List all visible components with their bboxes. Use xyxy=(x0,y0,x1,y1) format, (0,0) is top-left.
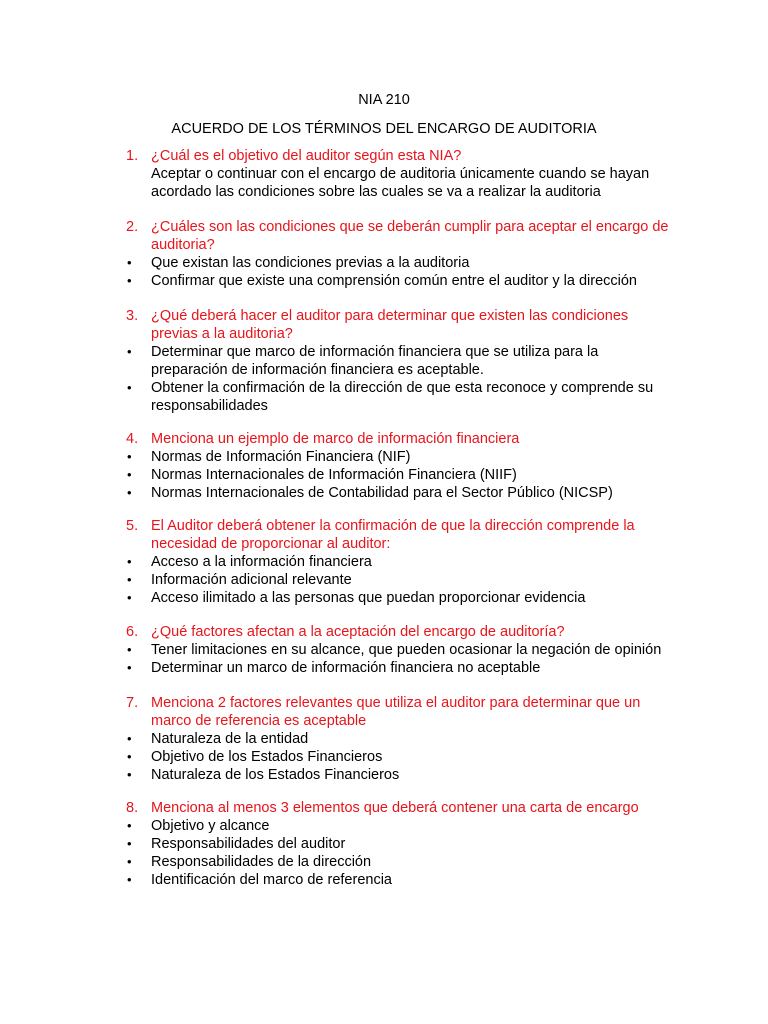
bullet-item: • Responsabilidades del auditor xyxy=(127,836,346,852)
question-number: 6. xyxy=(126,624,139,640)
bullet-icon: • xyxy=(127,642,132,657)
bullet-icon: • xyxy=(127,854,132,869)
bullet-icon: • xyxy=(127,872,132,887)
bullet-item: • Normas de Información Financiera (NIF) xyxy=(127,449,411,465)
question-text: Menciona 2 factores relevantes que utiliza el auditor para determinar que un marco de referencia es aceptable xyxy=(151,695,641,729)
question-text: ¿Qué deberá hacer el auditor para determinar que existen las condiciones previas a la auditoria? xyxy=(151,308,629,342)
question-item-8 xyxy=(0,799,768,889)
question-number: 3. xyxy=(126,308,139,324)
question-number: 5. xyxy=(126,518,139,534)
bullet-icon: • xyxy=(127,590,132,605)
bullet-icon: • xyxy=(127,255,132,270)
question-number: 1. xyxy=(126,148,139,164)
bullet-icon: • xyxy=(127,485,132,500)
question-number: 8. xyxy=(126,800,139,816)
document-title: NIA 210 xyxy=(358,92,410,108)
document-subtitle: ACUERDO DE LOS TÉRMINOS DEL ENCARGO DE AUDITORIA xyxy=(171,121,597,137)
question-number: 7. xyxy=(126,695,139,711)
question-item-2 xyxy=(0,218,768,290)
bullet-icon: • xyxy=(127,818,132,833)
bullet-item: • Información adicional relevante xyxy=(127,572,352,588)
bullet-item: • Que existan las condiciones previas a la auditoria xyxy=(127,255,470,271)
bullet-icon: • xyxy=(127,572,132,587)
bullet-icon: • xyxy=(127,731,132,746)
bullet-icon: • xyxy=(127,836,132,851)
answer-text: Aceptar o continuar con el encargo de auditoria únicamente cuando se hayan acordado las condiciones sobre las cuales se va a realizar la auditoria xyxy=(151,166,650,200)
bullet-icon: • xyxy=(127,749,132,764)
bullet-item: • Naturaleza de los Estados Financieros xyxy=(127,767,400,783)
bullet-item: • Naturaleza de la entidad xyxy=(127,731,309,747)
question-text: El Auditor deberá obtener la confirmación de que la dirección comprende la necesidad de proporcionar al auditor: xyxy=(151,518,635,552)
bullet-item: • Normas Internacionales de Información Financiera (NIIF) xyxy=(127,467,517,483)
question-text: Menciona un ejemplo de marco de información financiera xyxy=(151,431,520,447)
bullet-icon: • xyxy=(127,344,132,359)
question-item-1 xyxy=(0,147,768,201)
question-text: ¿Cuál es el objetivo del auditor según esta NIA? xyxy=(151,148,462,164)
bullet-icon: • xyxy=(127,554,132,569)
question-item-6 xyxy=(0,623,768,677)
question-item-4 xyxy=(0,430,768,502)
bullet-item: • Acceso ilimitado a las personas que puedan proporcionar evidencia xyxy=(127,590,586,606)
question-number: 4. xyxy=(126,431,139,447)
bullet-item: • Tener limitaciones en su alcance, que pueden ocasionar la negación de opinión xyxy=(127,642,662,658)
bullet-item: • Obtener la confirmación de la dirección de que esta reconoce y comprende su responsabilidades xyxy=(127,380,654,414)
bullet-item: • Normas Internacionales de Contabilidad para el Sector Público (NICSP) xyxy=(127,485,613,501)
bullet-icon: • xyxy=(127,380,132,395)
question-text: ¿Qué factores afectan a la aceptación del encargo de auditoría? xyxy=(151,624,565,640)
bullet-icon: • xyxy=(127,660,132,675)
bullet-item: • Determinar un marco de información financiera no aceptable xyxy=(127,660,541,676)
bullet-icon: • xyxy=(127,467,132,482)
bullet-icon: • xyxy=(127,273,132,288)
bullet-item: • Objetivo de los Estados Financieros xyxy=(127,749,383,765)
bullet-icon: • xyxy=(127,767,132,782)
question-text: Menciona al menos 3 elementos que deberá contener una carta de encargo xyxy=(151,800,639,816)
question-item-3 xyxy=(0,307,768,415)
question-number: 2. xyxy=(126,219,139,235)
bullet-item: • Objetivo y alcance xyxy=(127,818,270,834)
bullet-item: • Acceso a la información financiera xyxy=(127,554,372,570)
question-text: ¿Cuáles son las condiciones que se deberán cumplir para aceptar el encargo de auditoria? xyxy=(151,219,669,253)
question-item-7 xyxy=(0,694,768,784)
bullet-item: • Confirmar que existe una comprensión común entre el auditor y la dirección xyxy=(127,273,637,289)
bullet-item: • Identificación del marco de referencia xyxy=(127,872,392,888)
question-item-5 xyxy=(0,517,768,607)
bullet-icon: • xyxy=(127,449,132,464)
bullet-item: • Determinar que marco de información financiera que se utiliza para la preparación de información financiera es aceptable. xyxy=(127,344,599,378)
bullet-item: • Responsabilidades de la dirección xyxy=(127,854,372,870)
